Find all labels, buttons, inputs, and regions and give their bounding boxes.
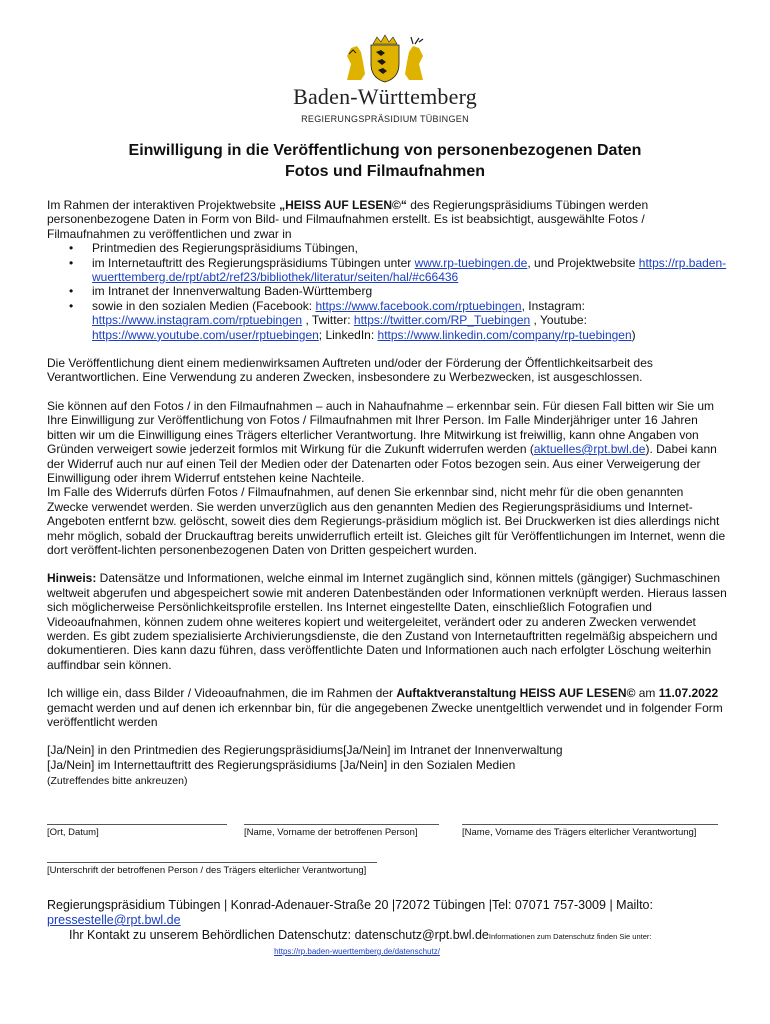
signature-line [244, 814, 439, 825]
signature-line [47, 814, 227, 825]
intro-paragraph [47, 198, 727, 241]
project-website-link[interactable]: https://rp.baden-wuerttemberg.de/rpt/abt2/ref23/bibliothek/literatur/seiten/hal/#c66436 [92, 255, 727, 285]
linkedin-link[interactable]: https://www.linkedin.com/company/rp-tuebingen [377, 327, 632, 342]
publication-media-list [47, 241, 727, 356]
footer-privacy-link-row [47, 944, 737, 959]
signature-caption: [Unterschrift der betroffenen Person / des Trägers elterlicher Verantwortung] [47, 865, 367, 876]
list-item-text: sowie in den sozialen Medien (Facebook: [92, 298, 316, 313]
guardian-name-field[interactable] [462, 814, 718, 838]
bullet-icon: • [69, 255, 74, 270]
document-title [0, 140, 770, 182]
youtube-link[interactable]: https://www.youtube.com/user/rptuebingen [92, 327, 319, 342]
list-item [47, 299, 727, 342]
footer-address-text: Regierungspräsidium Tübingen | Konrad-Adenauer-Straße 20 |72072 Tübingen |Tel: 07071 757-3009 | Mailto: [47, 898, 653, 912]
footer-privacy-contact [47, 928, 737, 944]
hint-label: Hinweis: [47, 571, 97, 586]
signature-line [47, 852, 377, 863]
list-item-text: Printmedien des Regierungspräsidiums Tübingen, [92, 241, 358, 256]
bullet-icon: • [69, 241, 74, 256]
intro-text-pre: Im Rahmen der interaktiven Projektwebsite [47, 198, 280, 212]
rp-tuebingen-link[interactable]: www.rp-tuebingen.de [414, 255, 528, 270]
place-date-caption: [Ort, Datum] [47, 827, 99, 838]
list-item-text: im Intranet der Innenverwaltung Baden-Württemberg [92, 284, 373, 299]
revocation-paragraph [47, 399, 727, 485]
list-item-text: , Instagram: [521, 298, 585, 313]
list-item [47, 241, 727, 255]
hint-paragraph [47, 571, 727, 672]
list-item [47, 256, 727, 285]
revocation-text-post: ). Dabei kann der Widerruf auch nur auf einen Teil der Medien oder der Datenarten oder Fotos bezogen sein. Aus einer Verweigerung der Einwilligung oder ihrem Widerruf entstehen keine Nachteile. [47, 442, 717, 485]
org-subtitle: REGIERUNGSPRÄSIDIUM TÜBINGEN [301, 114, 469, 124]
event-name: Auftaktveranstaltung HEISS AUF LESEN© [396, 686, 636, 701]
privacy-info-text: Informationen zum Datenschutz finden Sie unter: [488, 932, 652, 941]
person-name-field[interactable] [244, 814, 439, 838]
signature-row [47, 814, 727, 844]
choice-line-2[interactable]: [Ja/Nein] im Internettauftritt des Regierungspräsidiums [Ja/Nein] in den Sozialen Medien [47, 757, 516, 772]
footer [47, 898, 737, 959]
place-date-field[interactable] [47, 814, 227, 838]
org-name: Baden-Württemberg [293, 84, 477, 109]
bullet-icon: • [69, 284, 74, 299]
list-item-text: , Twitter: [302, 313, 354, 328]
consent-text-mid: am [635, 686, 659, 701]
event-date: 11.07.2022 [658, 686, 719, 701]
footer-address [47, 898, 737, 928]
purpose-paragraph: Die Veröffentlichung dient einem medienwirksamen Auftreten und/oder der Förderung der Öffentlichkeitsarbeit des Verantwortlichen. Eine Verwendung zu anderen Zwecken, insbesondere zu Werbezwecken, ist ausgeschlossen. [47, 356, 653, 385]
consent-paragraph [47, 686, 727, 729]
twitter-link[interactable]: https://twitter.com/RP_Tuebingen [353, 313, 531, 328]
privacy-contact-text: Ihr Kontakt zu unserem Behördlichen Datenschutz: datenschutz@rpt.bwl.de [69, 928, 489, 942]
consent-text-post: gemacht werden und auf denen ich erkennbar bin, für die angegebenen Zwecke unentgeltlich verwendet und in folgender Form veröffentlicht werden [47, 700, 723, 729]
list-item-text: ) [631, 327, 636, 342]
consent-text-pre: Ich willige ein, dass Bilder / Videoaufnahmen, die im Rahmen der [47, 686, 397, 701]
person-name-caption: [Name, Vorname der betroffenen Person] [244, 827, 418, 838]
facebook-link[interactable]: https://www.facebook.com/rptuebingen [315, 298, 522, 313]
choice-instruction: (Zutreffendes bitte ankreuzen) [47, 775, 188, 788]
list-item-text: ; LinkedIn: [318, 327, 378, 342]
revocation-text-pre: Sie können auf den Fotos / in den Filmaufnahmen – auch in Nahaufnahme – erkennbar sein. Für diesen Fall bitten wir Sie um Ihre Einwilligung zur Veröffentlichung von Fotos / Filmaufnahmen mit Ihrer Person. Im Falle Minderjähriger unter 16 Jahren bitten wir um die Einwilligung eines Trägers elterlicher Verantwortung. Ihre Mitwirkung ist freiwillig, kann ohne Angaben von Gründen verweigert sowie jederzeit formlos mit Wirkung für die Zukunft widerrufen werden ( [47, 398, 715, 457]
project-name: „HEISS AUF LESEN©“ [279, 198, 407, 212]
list-item [47, 284, 727, 298]
hint-text: Datensätze und Informationen, welche einmal im Internet zugänglich sind, können mittels (gängiger) Suchmaschinen weltweit abgerufen und abgespeichert sowie mit anderen Datenbeständen oder Informationen verknüpft werden. Hieraus lassen sich möglicherweise Persönlichkeitsprofile erstellen. Ins Internet eingestellte Daten, einschließlich Fotografien und Videoaufnahmen, können zudem ohne weiteres kopiert und weitergeleitet, verändert oder zu anderen Zwecken verwendet werden. Es gibt zudem spezialisierte Archivierungsdienste, die den Zustand von Internetauftritten regelmäßig abspeichern und dokumentieren. Dies kann dazu führen, dass veröffentlichte Daten und Informationen auch nach erfolgter Löschung weiterhin auffindbar sein können. [47, 571, 727, 672]
document-body [47, 198, 727, 788]
revocation-consequences-paragraph: Im Falle des Widerrufs dürfen Fotos / Filmaufnahmen, auf denen Sie erkennbar sind, nicht mehr für die oben genannten Zwecke verwendet werden. Sie werden unverzüglich aus den genannten Medien des Regierungspräsidiums und Internet-Angeboten entfernt bzw. gelöscht, soweit dies dem Regierungs-präsidium möglich ist. Bei Druckwerken ist dies allerdings nicht mehr möglich, sobald der Druckauftrag bereits unwiderruflich erteilt ist. Gleiches gilt für Veröffentlichungen im Internet, wenn die dort veröffent-lichten personenbezogenen Daten von Dritten gespeichert wurden. [47, 485, 726, 557]
list-item-text: , Youtube: [530, 313, 587, 328]
choice-line-1[interactable]: [Ja/Nein] in den Printmedien des Regierungspräsidiums[Ja/Nein] im Intranet der Innenverwaltung [47, 743, 563, 758]
list-item-text: im Internetauftritt des Regierungspräsidiums Tübingen unter [92, 255, 415, 270]
title-line-1: Einwilligung in die Veröffentlichung von personenbezogenen Daten [128, 142, 642, 159]
guardian-name-caption: [Name, Vorname des Trägers elterlicher Verantwortung] [462, 827, 697, 838]
list-item-text: , und Projektwebsite [527, 255, 639, 270]
coat-of-arms-logo [341, 34, 429, 84]
bullet-icon: • [69, 298, 74, 313]
aktuelles-email-link[interactable]: aktuelles@rpt.bwl.de [533, 442, 646, 457]
signature-line [462, 814, 718, 825]
instagram-link[interactable]: https://www.instagram.com/rptuebingen [92, 313, 303, 328]
pressestelle-email-link[interactable]: pressestelle@rpt.bwl.de [47, 913, 181, 927]
title-line-2: Fotos und Filmaufnahmen [285, 163, 485, 180]
privacy-policy-link[interactable]: https://rp.baden-wuerttemberg.de/datenschutz/ [274, 947, 440, 956]
signature-field[interactable] [47, 852, 377, 876]
intro-text-post: des Regierungspräsidiums Tübingen werden personenbezogene Daten in Form von Bild- und Filmaufnahmen erstellt. Es ist beabsichtigt, ausgewählte Fotos / Filmaufnahmen zu veröffentlichen und zwar in [47, 198, 649, 241]
